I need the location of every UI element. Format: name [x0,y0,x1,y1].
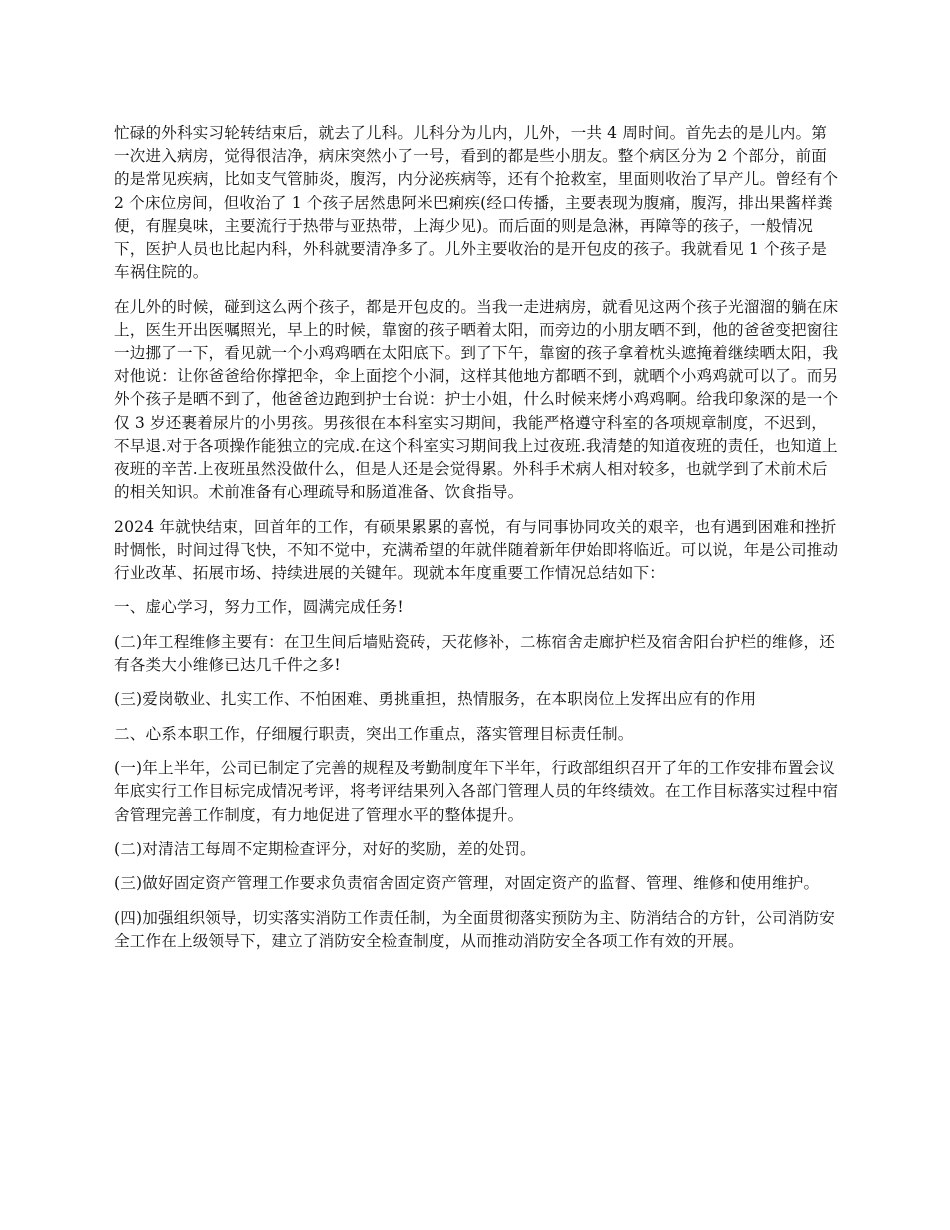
paragraph-annual-summary-intro: 2024 年就快结束，回首年的工作，有硕果累累的喜悦，有与同事协同攻关的艰辛，也有遇到困难和挫折时惆怅，时间过得飞快，不知不觉中，充满希望的年就伴随着新年伊始即将临近。可以说，年是公司推动行业改革、拓展市场、持续进展的关键年。现就本年度重要工作情况总结如下： [114,517,839,583]
paragraph-asset-management: (三)做好固定资产管理工作要求负责宿舍固定资产管理，对固定资产的监督、管理、维修和使用维护。 [114,874,820,893]
paragraph-maintenance: (二)年工程维修主要有：在卫生间后墙贴瓷砖，天花修补，二栋宿舍走廊护栏及宿舍阳台护栏的维修，还有各类大小维修已达几千件之多! [114,632,835,675]
heading-section-one: 一、虚心学习，努力工作，圆满完成任务! [114,598,404,617]
paragraph-pediatrics-intro: 忙碌的外科实习轮转结束后，就去了儿科。儿科分为儿内，儿外，一共 4 周时间。首先去的是儿内。第一次进入病房，觉得很洁净，病床突然小了一号，看到的都是些小朋友。整个病区分为 2 个部分，前面的是常见疾病，比如支气管肺炎，腹泻，内分泌疾病等，还有个抢救室，里面则收治了早产儿。曾经有个 2 个床位房间，但收治了 1 个孩子居然患阿米巴痢疾(经口传播，主要表现为腹痛，腹泻，排出果酱样粪便，有腥臭味，主要流行于热带与亚热带，上海少见)。而后面的则是急淋，再障等的孩子，一般情况下，医护人员也比起内科，外科就要清净多了。儿外主要收治的是开包皮的孩子。我就看见 1 个孩子是车祸住院的。 [114,124,839,282]
paragraph-pediatric-surgery: 在儿外的时候，碰到这么两个孩子，都是开包皮的。当我一走进病房，就看见这两个孩子光溜溜的躺在床上，医生开出医嘱照光，早上的时候，靠窗的孩子晒着太阳，而旁边的小朋友晒不到，他的爸爸变把窗往一边挪了一下，看见就一个小鸡鸡晒在太阳底下。到了下午，靠窗的孩子拿着枕头遮掩着继续晒太阳，我对他说：让你爸爸给你撑把伞，伞上面挖个小洞，这样其他地方都晒不到，就晒个小鸡鸡就可以了。而另外个孩子是晒不到了，他爸爸边跑到护士台说：护士小姐，什么时候来烤小鸡鸡啊。给我印象深的是一个仅 3 岁还裹着尿片的小男孩。男孩很在本科室实习期间，我能严格遵守科室的各项规章制度，不迟到，不早退.对于各项操作能独立的完成.在这个科室实习期间我上过夜班.我清楚的知道夜班的责任，也知道上夜班的辛苦.上夜班虽然没做什么，但是人还是会觉得累。外科手术病人相对较多，也就学到了术前术后的相关知识。术前准备有心理疏导和肠道准备、饮食指导。 [114,297,839,502]
paragraph-dedication: (三)爱岗敬业、扎实工作、不怕困难、勇挑重担，热情服务，在本职岗位上发挥出应有的作用 [114,690,757,709]
heading-section-two: 二、心系本职工作，仔细履行职责，突出工作重点，落实管理目标责任制。 [114,724,634,743]
document-page [114,122,840,964]
paragraph-cleaning-inspection: (二)对清洁工每周不定期检查评分，对好的奖励，差的处罚。 [114,839,536,858]
paragraph-rules-and-evaluation: (一)年上半年，公司已制定了完善的规程及考勤制度年下半年，行政部组织召开了年的工作安排布置会议年底实行工作目标完成情况考评，将考评结果列入各部门管理人员的年终绩效。在工作目标落实过程中宿舍管理完善工作制度，有力地促进了管理水平的整体提升。 [114,759,839,824]
paragraph-fire-safety: (四)加强组织领导，切实落实消防工作责任制，为全面贯彻落实预防为主、防消结合的方针，公司消防安全工作在上级领导下，建立了消防安全检查制度，从而推动消防安全各项工作有效的开展。 [114,908,835,950]
